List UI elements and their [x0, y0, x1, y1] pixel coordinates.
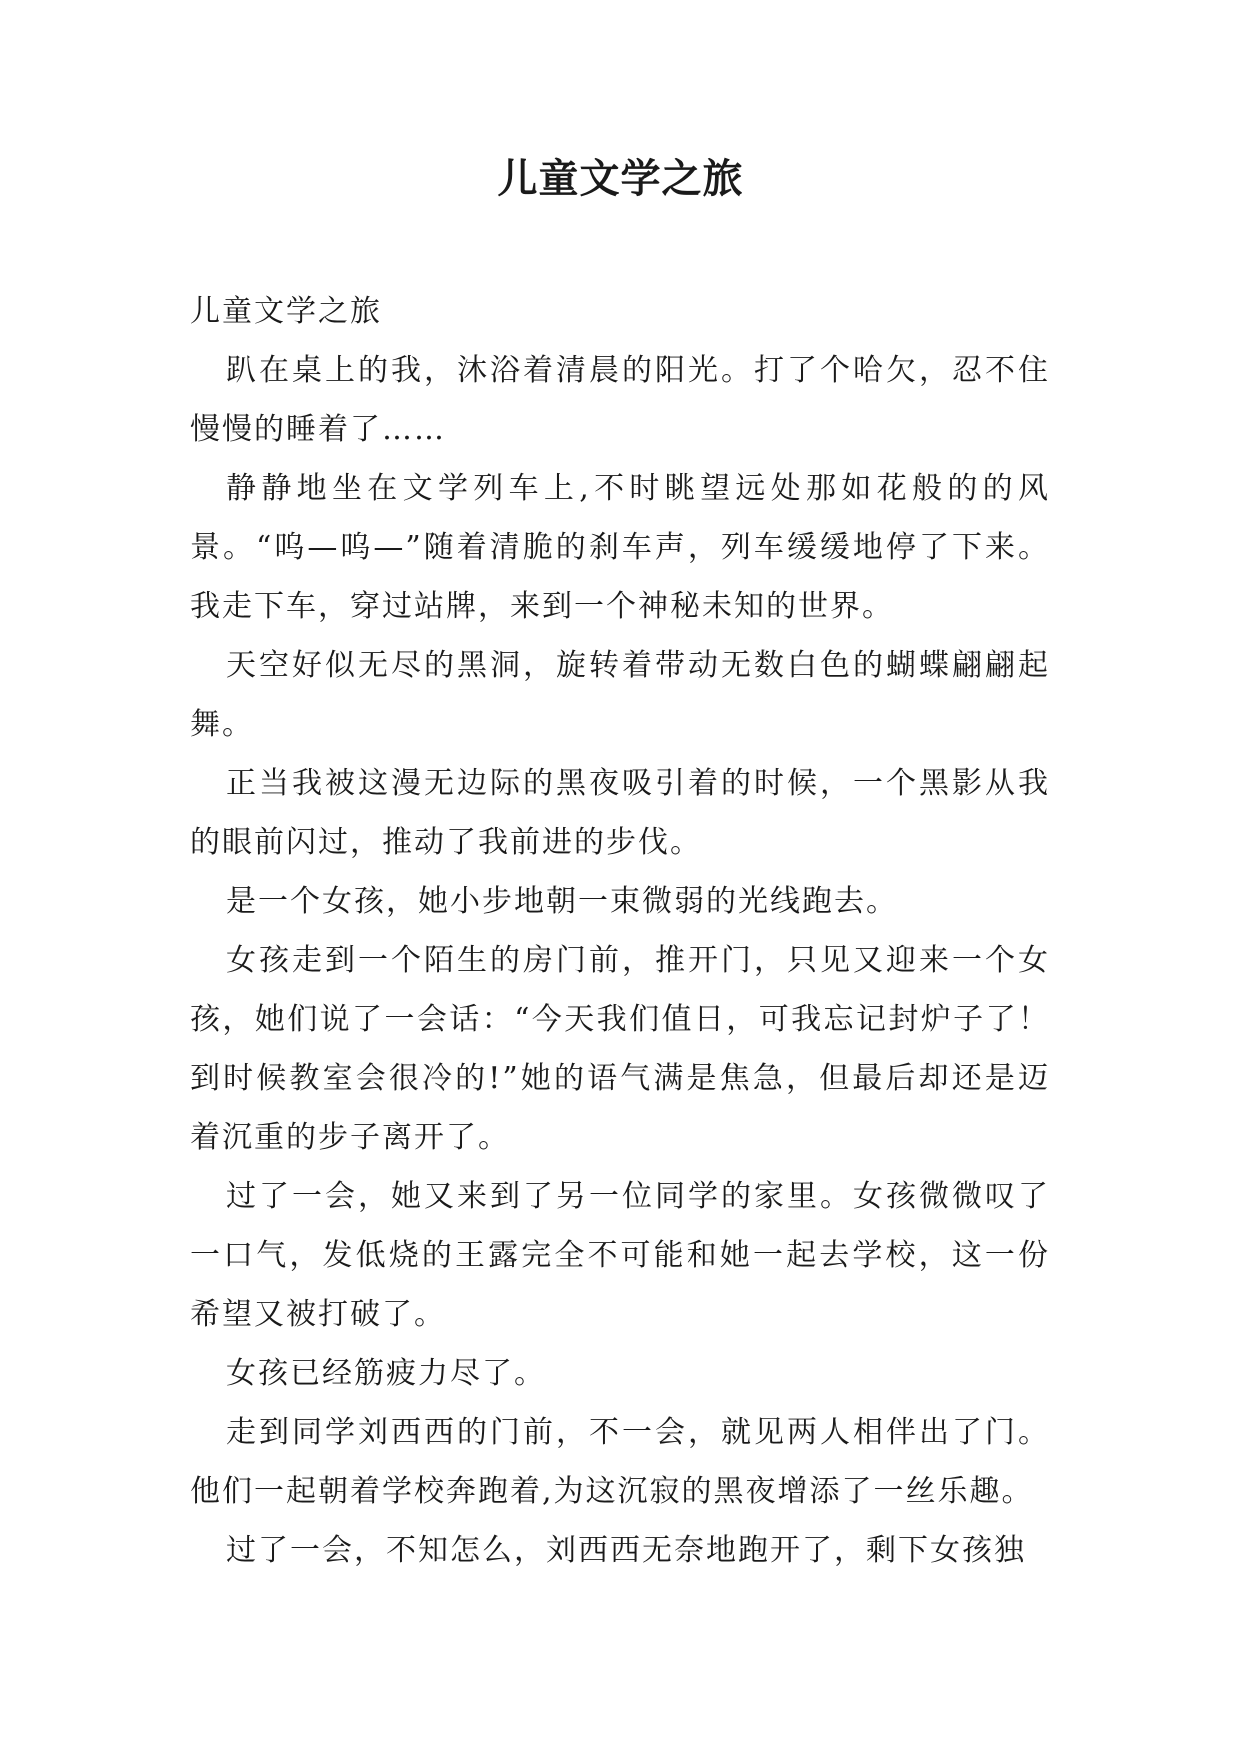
paragraph-heading: 儿童文学之旅 [190, 294, 382, 329]
paragraph: 走到同学刘西西的门前，不一会，就见两人相伴出了门。他们一起朝着学校奔跑着,为这沉寂的黑夜增添了一丝乐趣。 [190, 1415, 1050, 1509]
paragraph: 是一个女孩，她小步地朝一束微弱的光线跑去。 [226, 884, 898, 919]
paragraph: 过了一会，不知怎么，刘西西无奈地跑开了，剩下女孩独 [226, 1533, 1026, 1568]
paragraph: 正当我被这漫无边际的黑夜吸引着的时候，一个黑影从我的眼前闪过，推动了我前进的步伐。 [190, 766, 1050, 860]
paragraph: 女孩走到一个陌生的房门前，推开门，只见又迎来一个女孩，她们说了一会话：“今天我们值日，可我忘记封炉子了！到时候教室会很冷的!”她的语气满是焦急，但最后却还是迈着沉重的步子离开了。 [190, 943, 1050, 1155]
paragraph: 天空好似无尽的黑洞，旋转着带动无数白色的蝴蝶翩翩起舞。 [190, 648, 1050, 742]
document-body [190, 282, 1050, 1580]
paragraph: 趴在桌上的我，沐浴着清晨的阳光。打了个哈欠，忍不住慢慢的睡着了…… [190, 353, 1050, 447]
paragraph: 女孩已经筋疲力尽了。 [226, 1356, 546, 1391]
paragraph: 过了一会，她又来到了另一位同学的家里。女孩微微叹了一口气，发低烧的王露完全不可能和她一起去学校，这一份希望又被打破了。 [190, 1179, 1050, 1332]
document-title: 儿童文学之旅 [497, 155, 744, 202]
paragraph: 静静地坐在文学列车上,不时眺望远处那如花般的的风景。“呜—呜—”随着清脆的刹车声，列车缓缓地停了下来。我走下车，穿过站牌，来到一个神秘未知的世界。 [190, 471, 1050, 624]
